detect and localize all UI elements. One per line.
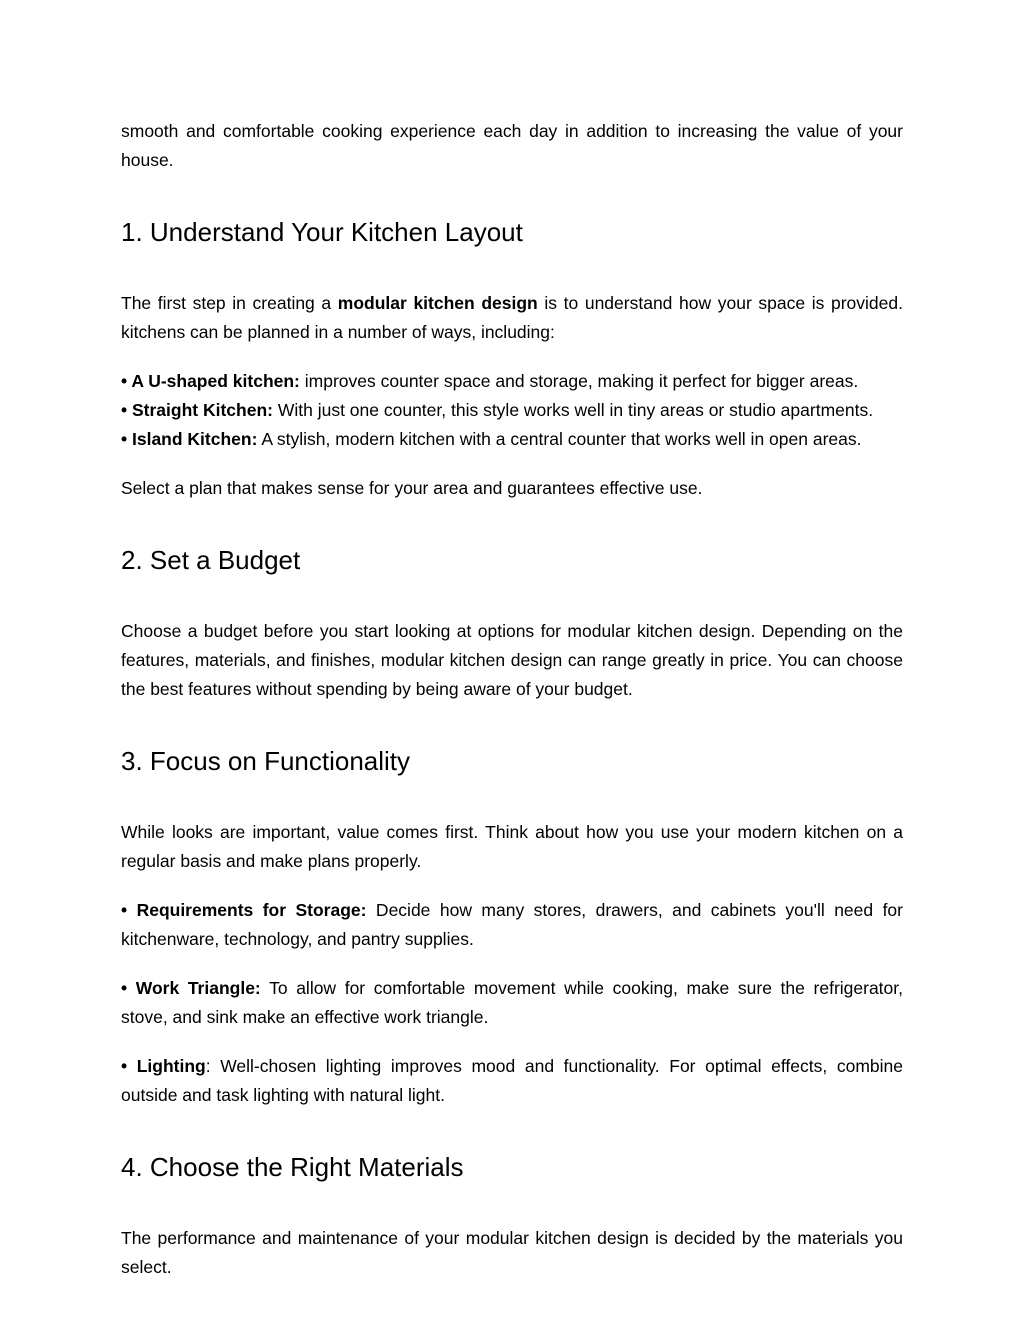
section-heading-budget: 2. Set a Budget (121, 545, 301, 575)
layout-intro-bold: modular kitchen design (337, 293, 538, 313)
section-heading-functionality: 3. Focus on Functionality (121, 746, 411, 776)
list-item-text: : Well-chosen lighting improves mood and functionality. For optimal effects, combine outside and task lighting with natural light. (121, 1056, 903, 1105)
document-page (121, 117, 903, 1282)
layout-summary-paragraph: Select a plan that makes sense for your area and guarantees effective use. (121, 478, 703, 498)
list-item-lighting (121, 1052, 903, 1110)
list-item-text: improves counter space and storage, making it perfect for bigger areas. (299, 371, 859, 391)
list-item-island (121, 425, 903, 454)
list-item-work-triangle (121, 974, 903, 1032)
list-item-straight (121, 396, 903, 425)
list-item-storage (121, 896, 903, 954)
list-item-label: • Work Triangle: (121, 978, 261, 998)
materials-paragraph: The performance and maintenance of your modular kitchen design is decided by the materials you select. (121, 1228, 903, 1277)
list-item-text: With just one counter, this style works well in tiny areas or studio apartments. (272, 400, 874, 420)
list-item-label: • Island Kitchen: (121, 429, 258, 449)
budget-paragraph: Choose a budget before you start looking at options for modular kitchen design. Depending on the features, materials, and finishes, modular kitchen design can range greatly in price. You can choose the best features without spending by being aware of your budget. (121, 621, 903, 699)
list-item-label: • Lighting (121, 1056, 206, 1076)
layout-intro-text-start: The first step in creating a (121, 293, 338, 313)
list-item-text: To allow for comfortable movement while cooking, make sure the refrigerator, stove, and sink make an effective work triangle. (121, 978, 903, 1027)
list-item-text: A stylish, modern kitchen with a central counter that works well in open areas. (257, 429, 862, 449)
list-item-text: Decide how many stores, drawers, and cabinets you'll need for kitchenware, technology, and pantry supplies. (121, 900, 903, 949)
layout-list (121, 367, 903, 454)
intro-paragraph: smooth and comfortable cooking experience each day in addition to increasing the value of your house. (121, 121, 903, 170)
section-heading-layout: 1. Understand Your Kitchen Layout (121, 217, 523, 247)
list-item-label: • A U-shaped kitchen: (121, 371, 300, 391)
section-heading-materials: 4. Choose the Right Materials (121, 1152, 464, 1182)
layout-intro-text-end: is to understand how your space is provided. kitchens can be planned in a number of ways, including: (121, 293, 903, 342)
list-item-label: • Straight Kitchen: (121, 400, 273, 420)
layout-intro-paragraph (121, 289, 903, 347)
list-item-label: • Requirements for Storage: (121, 900, 367, 920)
functionality-paragraph: While looks are important, value comes first. Think about how you use your modern kitchen on a regular basis and make plans properly. (121, 822, 903, 871)
list-item-u-shaped (121, 367, 903, 396)
